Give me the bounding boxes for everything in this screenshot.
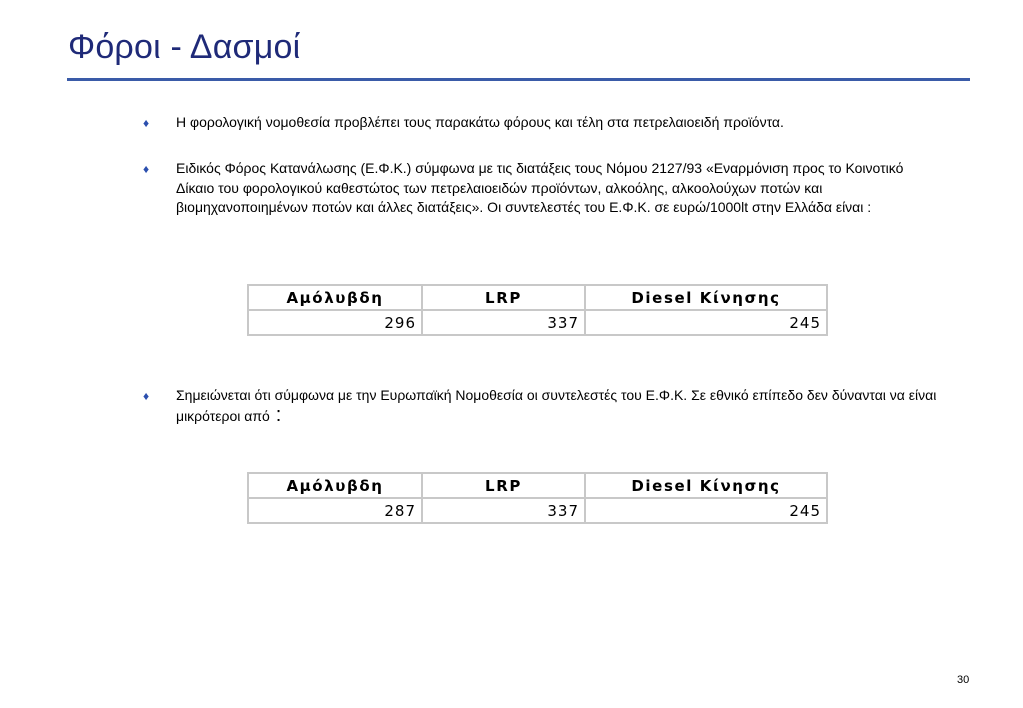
table-header-row (248, 285, 827, 310)
column-header-unleaded: Αμόλυβδη (248, 285, 422, 310)
bullet-item-1 (143, 113, 943, 133)
column-header-unleaded: Αμόλυβδη (248, 473, 422, 498)
table-row (248, 498, 827, 523)
table-header-row (248, 473, 827, 498)
bullet-text-3: Σημειώνεται ότι σύμφωνα με την Ευρωπαϊκή Νομοθεσία οι συντελεστές του Ε.Φ.Κ. Σε εθνικό επίπεδο δεν δύνανται να είναι μικρότεροι από (176, 387, 937, 424)
bullet-text-2: Ειδικός Φόρος Κατανάλωσης (Ε.Φ.Κ.) σύμφωνα με τις διατάξεις τους Νόμου 2127/93 «Εναρμόνιση προς το Κοινοτικό Δίκαιο του φορολογικού καθεστώτος των πετρελαιοειδών προϊόντων, αλκοόλης, αλκοολούχων ποτών και βιομηχανοποιημένων ποτών και άλλες διατάξεις». Οι συντελεστές του Ε.Φ.Κ. σε ευρώ/1000lt στην Ελλάδα είναι : (176, 160, 904, 215)
page-number: 30 (957, 674, 970, 686)
column-header-lrp: LRP (422, 473, 585, 498)
value-diesel: 245 (585, 498, 827, 523)
table-row (248, 310, 827, 335)
bullet-text-1: Η φορολογική νομοθεσία προβλέπει τους παρακάτω φόρους και τέλη στα πετρελαιοειδή προϊόντα. (176, 114, 784, 130)
bullet-item-3 (143, 386, 943, 426)
page-title: Φόροι - Δασμοί (68, 28, 301, 66)
value-lrp: 337 (422, 498, 585, 523)
tax-rates-table-eu-minimum (247, 472, 828, 524)
value-unleaded: 287 (248, 498, 422, 523)
value-lrp: 337 (422, 310, 585, 335)
title-divider (67, 78, 970, 81)
tax-rates-table-greece (247, 284, 828, 336)
value-diesel: 245 (585, 310, 827, 335)
column-header-lrp: LRP (422, 285, 585, 310)
diamond-bullet-icon: ♦ (143, 116, 150, 130)
diamond-bullet-icon: ♦ (143, 162, 150, 176)
column-header-diesel: Diesel Κίνησης (585, 473, 827, 498)
value-unleaded: 296 (248, 310, 422, 335)
column-header-diesel: Diesel Κίνησης (585, 285, 827, 310)
bullet-item-2 (143, 159, 943, 218)
bullet-colon: : (275, 403, 282, 426)
diamond-bullet-icon: ♦ (143, 389, 150, 403)
